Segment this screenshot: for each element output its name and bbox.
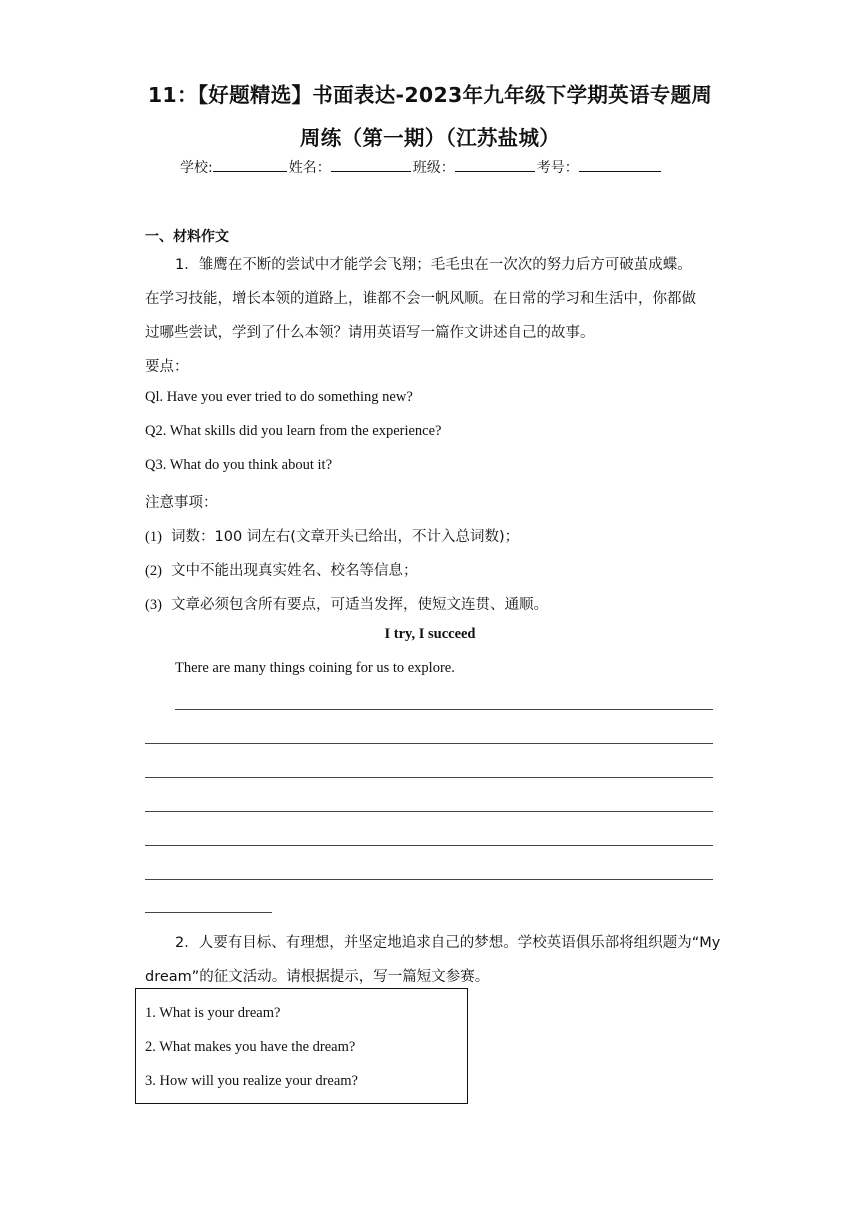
writing-line[interactable] xyxy=(145,811,713,812)
hints-box xyxy=(135,988,468,1104)
note-number: (1) xyxy=(145,529,162,545)
note-text: 文中不能出现真实姓名、校名等信息； xyxy=(171,563,418,579)
note-number: (2) xyxy=(145,563,162,579)
class-blank xyxy=(455,157,535,172)
note-item xyxy=(145,593,548,614)
q2-prompt-line1: 2．人要有目标、有理想，并坚定地追求自己的梦想。学校英语俱乐部将组织题为“My xyxy=(175,935,721,951)
q1-prompt-line2: 在学习技能，增长本领的道路上，谁都不会一帆风顺。在日常的学习和生活中，你都做 xyxy=(145,291,696,307)
note-item xyxy=(145,525,519,546)
point-item: Q3. What do you think about it? xyxy=(145,457,332,473)
note-number: (3) xyxy=(145,597,162,613)
point-item: Q2. What skills did you learn from the experience? xyxy=(145,423,442,439)
page-title-line1: 11：【好题精选】书面表达-2023年九年级下学期英语专题周 xyxy=(147,83,713,107)
page-title-line2: 周练（第一期）（江苏盐城） xyxy=(299,126,561,150)
hint-question: 2. What makes you have the dream? xyxy=(145,1039,356,1055)
essay-opening: There are many things coining for us to explore. xyxy=(175,660,455,676)
essay-title: I try, I succeed xyxy=(384,626,476,642)
student-info-row xyxy=(180,157,663,177)
writing-line[interactable] xyxy=(145,912,272,913)
writing-line[interactable] xyxy=(145,879,713,880)
writing-line[interactable] xyxy=(145,845,713,846)
school-blank xyxy=(213,157,287,172)
writing-line[interactable] xyxy=(145,743,713,744)
name-blank xyxy=(331,157,411,172)
school-label: 学校: xyxy=(180,160,213,176)
name-label: 姓名： xyxy=(288,160,331,176)
writing-line[interactable] xyxy=(145,777,713,778)
hint-question: 1. What is your dream? xyxy=(145,1005,281,1021)
q1-prompt-line3: 过哪些尝试，学到了什么本领？请用英语写一篇作文讲述自己的故事。 xyxy=(145,325,595,341)
writing-line[interactable] xyxy=(175,709,713,710)
note-item xyxy=(145,559,418,580)
exam-no-blank xyxy=(579,157,661,172)
point-item: Ql. Have you ever tried to do something new? xyxy=(145,389,413,405)
exam-no-label: 考号： xyxy=(536,160,579,176)
notes-label: 注意事项： xyxy=(145,495,218,511)
q1-prompt-line1: 1．雏鹰在不断的尝试中才能学会飞翔；毛毛虫在一次次的努力后方可破茧成蝶。 xyxy=(175,257,692,273)
note-text: 文章必须包含所有要点，可适当发挥，使短文连贯、通顺。 xyxy=(171,597,548,613)
hint-question: 3. How will you realize your dream? xyxy=(145,1073,358,1089)
section-heading: 一、材料作文 xyxy=(145,229,229,245)
class-label: 班级： xyxy=(412,160,455,176)
note-text: 词数：100 词左右(文章开头已给出，不计入总词数)； xyxy=(171,529,520,545)
points-label: 要点： xyxy=(145,359,189,375)
q2-prompt-line2: dream”的征文活动。请根据提示，写一篇短文参赛。 xyxy=(145,969,490,985)
